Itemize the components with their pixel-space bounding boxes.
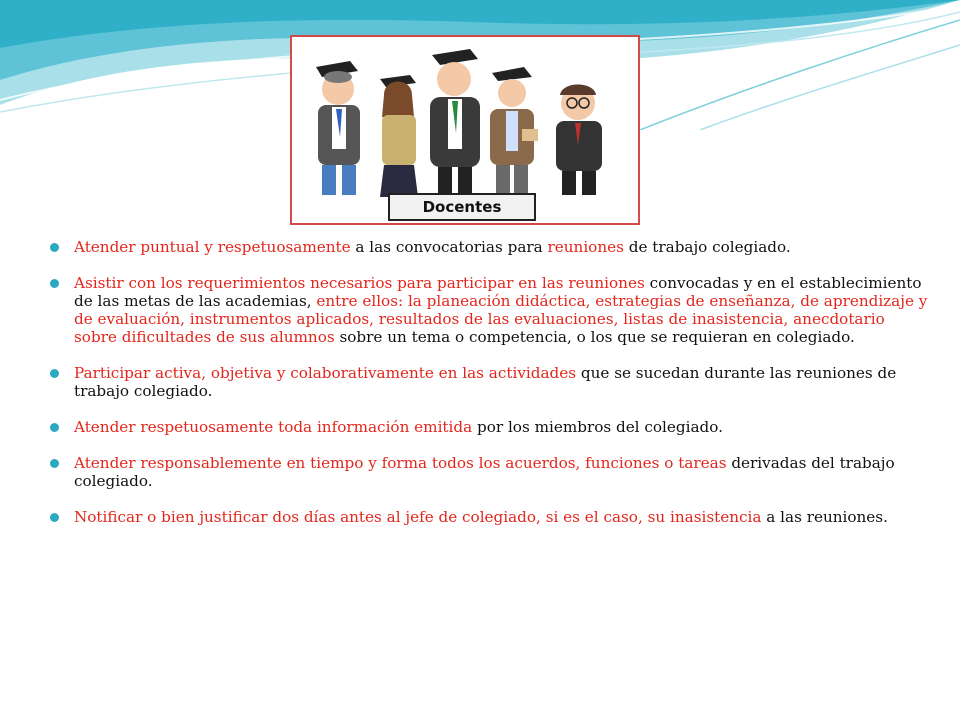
highlighted-text: Asistir con los requerimientos necesarios para participar en las reuniones xyxy=(74,274,645,292)
bullet-dot-icon xyxy=(50,243,59,252)
bullet-item xyxy=(50,418,930,436)
body-text: a las convocatorias para xyxy=(350,238,548,256)
body-text: sobre un tema o competencia, o los que se requieran en colegiado. xyxy=(334,328,855,346)
highlighted-text: Participar activa, objetiva y colaborativamente en las actividades xyxy=(74,364,577,382)
highlighted-text: Atender respetuosamente toda información emitida xyxy=(74,418,473,436)
body-text: que se sucedan durante las reuniones de trabajo colegiado. xyxy=(74,364,897,400)
bullet-item xyxy=(50,454,930,490)
highlighted-text: Atender puntual y respetuosamente xyxy=(74,238,351,256)
bullet-item xyxy=(50,274,930,346)
highlighted-text: entre ellos: la planeación didáctica, estrategias de enseñanza, de aprendizaje y de evaluación, instrumentos aplicados, resultados de las evaluaciones, listas de inasistencia, anecdotario sobre dificultades de sus alumnos xyxy=(74,292,928,346)
teachers-image xyxy=(290,35,640,225)
bullet-dot-icon xyxy=(50,369,59,378)
bullet-item xyxy=(50,364,930,400)
body-text: derivadas del trabajo colegiado. xyxy=(74,454,895,490)
body-text: de trabajo colegiado. xyxy=(623,238,791,256)
body-text: convocadas y en el establecimiento de las metas de las academias, xyxy=(74,274,922,310)
bullet-dot-icon xyxy=(50,459,59,468)
bullet-dot-icon xyxy=(50,513,59,522)
bullet-list xyxy=(50,238,930,526)
bullet-item xyxy=(50,238,930,256)
highlighted-text: Atender responsablemente en tiempo y forma todos los acuerdos, funciones o tareas xyxy=(74,454,727,472)
highlighted-text: reuniones xyxy=(547,238,624,256)
bullet-dot-icon xyxy=(50,279,59,288)
body-text: por los miembros del colegiado. xyxy=(472,418,723,436)
bullet-dot-icon xyxy=(50,423,59,432)
body-text: a las reuniones. xyxy=(761,508,888,526)
bullet-item xyxy=(50,508,930,526)
highlighted-text: Notificar o bien justificar dos días antes al jefe de colegiado, si es el caso, su inasistencia xyxy=(74,508,762,526)
image-caption: Docentes xyxy=(388,193,536,221)
